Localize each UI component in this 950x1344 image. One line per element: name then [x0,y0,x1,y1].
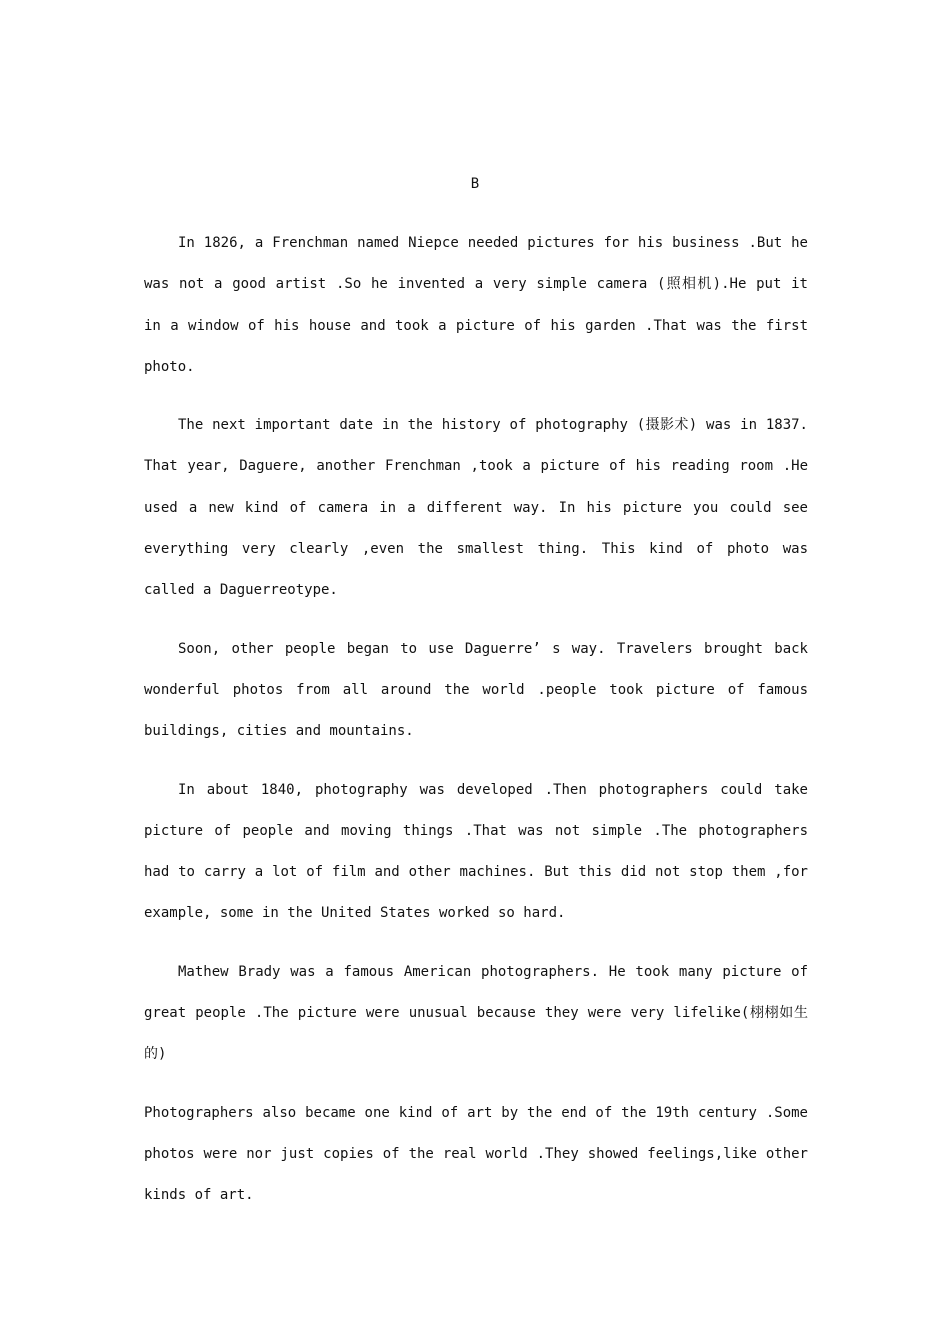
paragraph-brady: Mathew Brady was a famous American photographers. He took many picture of great people .The picture were unusual because they were very lifelike(栩栩如生的) [144,963,808,1063]
section-letter: B [470,176,480,192]
paragraph-daguerre: The next important date in the history of photography (摄影术) was in 1837. That year, Daguere, another Frenchman ,took a picture of his reading room .He used a new kind of camera in a different way. In his picture you could see everything very clearly ,even the smallest thing. This kind of photo was called a Daguerreotype. [144,417,808,599]
paragraph-travelers: Soon, other people began to use Daguerre’ s way. Travelers brought back wonderful photos from all around the world .people took picture of famous buildings, cities and mountains. [144,640,808,740]
paragraph-niepce: In 1826, a Frenchman named Niepce needed pictures for his business .But he was not a good artist .So he invented a very simple camera (照相机).He put it in a window of his house and took a picture of his garden .That was the first photo. [144,235,808,375]
body-text [144,223,808,1234]
paragraph-art: Photographers also became one kind of art by the end of the 19th century .Some photos were nor just copies of the real world .They showed feelings,like other kinds of art. [144,1104,808,1204]
paragraph-1840: In about 1840, photography was developed .Then photographers could take picture of people and moving things .That was not simple .The photographers had to carry a lot of film and other machines. But this did not stop them ,for example, some in the United States worked so hard. [144,781,808,922]
